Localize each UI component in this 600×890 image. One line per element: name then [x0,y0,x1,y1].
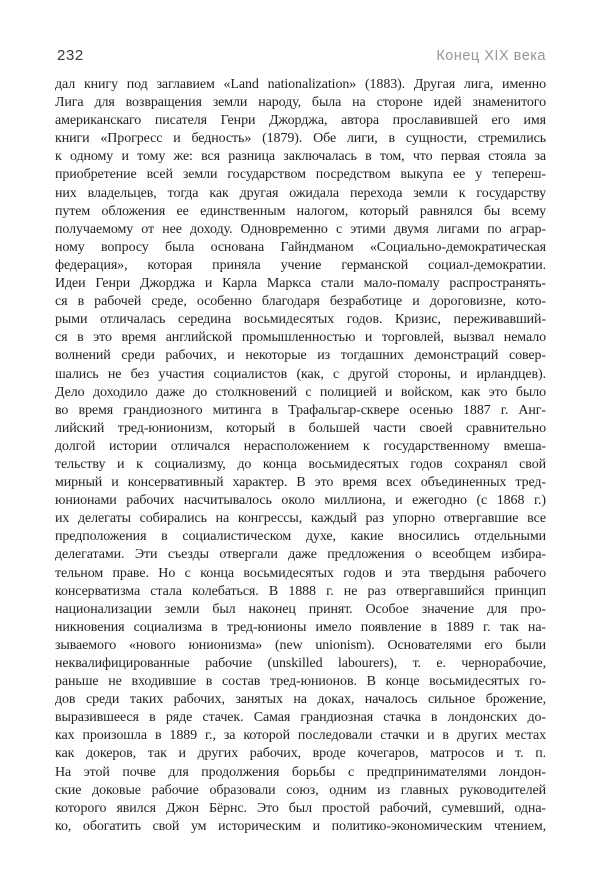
text-line: них владельцев, тогда как другая ожидала перехода земли к государству [55,185,546,201]
text-line: ся в рабочей среде, особенно благодаря безработице и дороговизне, кото- [55,294,546,310]
text-line: рыми отличалась середина восьмидесятых годов. Кризис, переживавший- [55,312,546,328]
page-number: 232 [57,47,84,64]
text-line: Дело доходило даже до столкновений с полицией и войском, как это было [55,384,546,400]
text-line: американскаго писателя Генри Джорджа, автора прославившей его имя [55,113,546,129]
text-line: консерватизма стала колебаться. В 1888 г. не раз отвергавшийся принцип [55,583,546,599]
text-line: как докеров, так и других рабочих, вроде кочегаров, матросов и т. п. [55,746,546,762]
text-line: которого явился Джон Бёрнс. Это был простой рабочий, сумевший, одна- [55,800,546,816]
text-line: ному вопросу была основана Гайндманом «Социально-демократическая [55,239,546,255]
text-line: национализации земли был наконец принят. Особое значение для про- [55,601,546,617]
text-line: к одному и тому же: вся разница заключалась в том, что первая стояла за [55,149,546,165]
text-line: ся в это время английской промышленностью и торговлей, вызвал немало [55,330,546,346]
text-line: выразившееся в ряде стачек. Самая грандиозная стачка в лондонских до- [55,710,546,726]
text-line: никновения социализма в тред-юнионы имело появление в 1889 г. так на- [55,619,546,635]
text-line: дов среди таких рабочих, занятых на доках, началось сильное брожение, [55,692,546,708]
text-line: делегатами. Эти съезды отвергали даже предложения о всеобщем избира- [55,547,546,563]
text-line: получаемому от нее доходу. Одновременно с этими двумя лигами по аграр- [55,221,546,237]
text-line: На этой почве для продолжения борьбы с предпринимателями лондон- [55,764,546,780]
text-line: книги «Прогресс и бедность» (1879). Обе лиги, в сущности, стремились [55,131,546,147]
text-line: федерация», которая приняла учение германской социал-демократии. [55,257,546,273]
text-line: тельству и к социализму, до конца восьмидесятых годов сохранял свой [55,456,546,472]
page-body-text [55,76,546,836]
text-line: путем обложения ее единственным налогом, который равнялся бы всему [55,203,546,219]
text-line: юнионами рабочих насчитывалось около миллиона, и ежегодно (с 1868 г.) [55,493,546,509]
text-line: неквалифицированные рабочие (unskilled labourers), т. е. чернорабочие, [55,656,546,671]
running-head: Конец XIX века [436,48,546,64]
text-line: шались не без участия социалистов (как, с другой стороны, и ирландцев). [55,366,546,382]
text-line: ках произошла в 1889 г., за которой последовали стачки и в других местах [55,728,546,744]
text-line: долгой истории отличался нерасположением к государственному вмеша- [55,438,546,454]
text-line: предположения в социалистическом духе, какие вносились отдельными [55,529,546,545]
text-line: Идеи Генри Джорджа и Карла Маркса стали мало-помалу распространять- [55,276,546,292]
text-line: приобретение всей земли государством посредством выкупа ее у тепереш- [55,167,546,183]
text-line: лийский тред-юнионизм, который в большей части своей сравнительно [55,420,546,436]
text-line: волнений среди рабочих, и некоторые из тогдашних демонстраций совер- [55,348,546,364]
text-line: ские доковые рабочие образовали союз, одним из главных руководителей [55,782,546,798]
text-line: ко, обогатить свой ум историческим и политико-экономическим чтением, [55,818,546,834]
text-line: во время грандиозного митинга в Трафальгар-сквере осенью 1887 г. Анг- [55,402,546,418]
text-line: их делегаты собирались на конгрессы, каждый раз упорно отвергавшие все [55,511,546,527]
text-line: зываемого «нового юнионизма» (new unionism). Основателями его были [55,637,546,653]
text-line: дал книгу под заглавием «Land nationalization» (1883). Другая лига, именно [55,77,546,92]
text-line: Лига для возвращения земли народу, была на стороне идей знаменитого [55,95,546,111]
page-header [57,47,546,65]
text-line: раньше не входившие в состав тред-юнионов. В конце восьмидесятых го- [55,674,546,690]
text-line: тельном праве. Но с конца восьмидесятых годов и эта твердыня рабочего [55,565,546,581]
text-line: мирный и консервативный характер. В это время всех объединенных тред- [55,475,546,491]
